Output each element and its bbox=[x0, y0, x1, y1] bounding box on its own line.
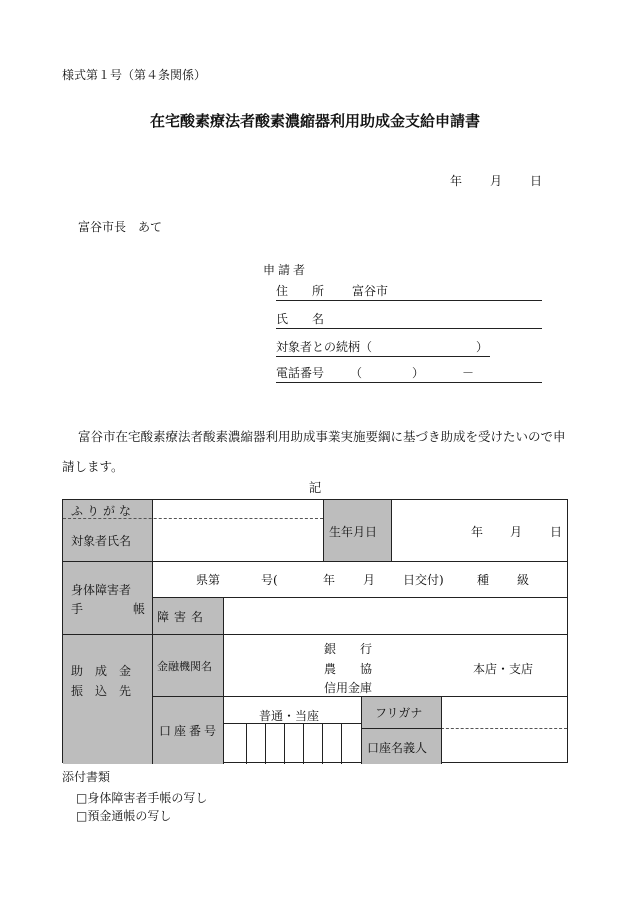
handbook-label-1: 身体障害者 bbox=[71, 583, 132, 597]
birth-year: 年 bbox=[471, 525, 484, 539]
transfer-header-bg bbox=[63, 634, 152, 764]
digit-box-line bbox=[341, 723, 342, 764]
pref-no-label: 県第 bbox=[196, 573, 221, 587]
attachment-item[interactable]: □預金通帳の写し bbox=[76, 809, 172, 823]
go-label: 号( bbox=[261, 573, 278, 587]
phone-label: 電話番号 bbox=[276, 366, 325, 380]
application-table bbox=[62, 499, 568, 763]
ki-label: 記 bbox=[308, 480, 322, 495]
attachments-label: 添付書類 bbox=[62, 770, 111, 784]
furigana-kana-label: フリガナ bbox=[375, 706, 423, 720]
birthdate-label: 生年月日 bbox=[329, 525, 378, 539]
date-month: 月 bbox=[490, 174, 503, 188]
holder-name-input[interactable] bbox=[442, 729, 567, 763]
furigana-label: ふりがな bbox=[71, 504, 136, 518]
account-type-label: 普通・当座 bbox=[259, 709, 320, 723]
birth-day: 日 bbox=[550, 525, 563, 539]
col-line bbox=[391, 500, 392, 561]
disability-name-label: 障害名 bbox=[157, 610, 209, 624]
phone-field[interactable] bbox=[276, 362, 542, 383]
relation-close: ） bbox=[476, 340, 489, 354]
digit-box-line bbox=[246, 723, 247, 764]
subject-name-input[interactable] bbox=[153, 519, 322, 561]
attachment-item[interactable]: □身体障害者手帳の写し bbox=[76, 791, 208, 805]
addressee: 富谷市長 あて bbox=[78, 220, 163, 234]
phone-close: ） bbox=[412, 366, 425, 380]
body-text: 富谷市在宅酸素療法者酸素濃縮器利用助成事業実施要綱に基づき助成を受けたいので申請します。 bbox=[62, 429, 566, 474]
row-line bbox=[63, 561, 567, 562]
address-label: 住 所 bbox=[276, 284, 325, 298]
applicant-label: 申請者 bbox=[263, 263, 309, 277]
form-title: 在宅酸素療法者酸素濃縮器利用助成金支給申請書 bbox=[149, 112, 480, 130]
issued-label: 日交付) bbox=[403, 573, 444, 587]
transfer-label-1: 助 成 金 bbox=[71, 664, 132, 678]
col-line bbox=[323, 500, 324, 561]
furigana-input[interactable] bbox=[153, 500, 322, 518]
address-field[interactable] bbox=[276, 280, 542, 301]
relation-label: 対象者との続柄（ bbox=[276, 340, 373, 354]
branch-label: 本店・支店 bbox=[473, 662, 534, 676]
name-label: 氏 名 bbox=[276, 312, 325, 326]
kyu-label: 級 bbox=[517, 573, 530, 587]
transfer-label-2: 振 込 先 bbox=[71, 684, 132, 698]
bank-label: 銀 行 bbox=[324, 642, 373, 656]
date-year: 年 bbox=[450, 174, 463, 188]
handbook-label-2a: 手 bbox=[71, 602, 84, 616]
form-number: 様式第１号（第４条関係） bbox=[62, 68, 207, 82]
row-line bbox=[361, 728, 441, 729]
address-value: 富谷市 bbox=[352, 284, 389, 298]
disability-name-input[interactable] bbox=[224, 598, 567, 634]
phone-dash: － bbox=[462, 366, 475, 380]
nokyo-label: 農 協 bbox=[324, 662, 373, 676]
relation-field[interactable] bbox=[276, 336, 490, 357]
issue-year: 年 bbox=[323, 573, 336, 587]
handbook-label-2b: 帳 bbox=[133, 602, 146, 616]
subject-name-label: 対象者氏名 bbox=[71, 534, 132, 548]
digit-box-line bbox=[322, 723, 323, 764]
digit-box-line bbox=[303, 723, 304, 764]
date-day: 日 bbox=[530, 174, 543, 188]
account-holder-label: 口座名義人 bbox=[367, 741, 428, 755]
shu-label: 種 bbox=[477, 573, 490, 587]
birth-month: 月 bbox=[510, 525, 523, 539]
issue-month: 月 bbox=[363, 573, 376, 587]
row-line bbox=[63, 634, 567, 635]
digit-box-line bbox=[284, 723, 285, 764]
credit-label: 信用金庫 bbox=[324, 681, 373, 695]
holder-kana-input[interactable] bbox=[442, 697, 567, 727]
institution-label: 金融機関名 bbox=[157, 660, 212, 673]
digit-box-line bbox=[265, 723, 266, 764]
account-no-label: 口座番号 bbox=[159, 724, 220, 738]
phone-open: （ bbox=[350, 366, 363, 380]
col-line bbox=[361, 696, 362, 764]
name-field[interactable] bbox=[276, 308, 542, 329]
